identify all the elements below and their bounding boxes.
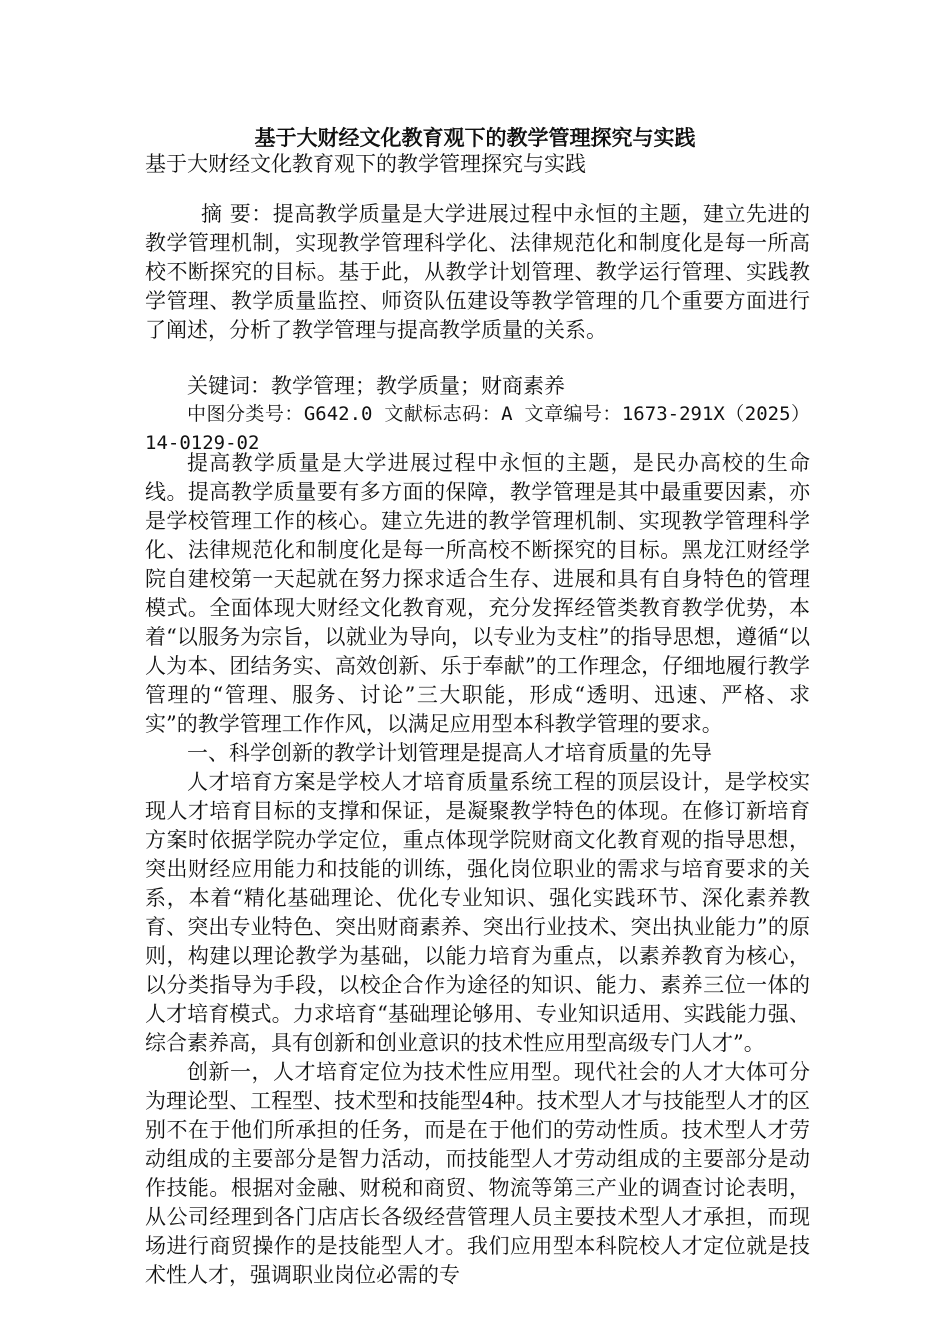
body-paragraph: 创新一，人才培育定位为技术性应用型。现代社会的人才大体可分为理论型、工程型、技术型和技能型4种。技术型人才与技能型人才的区别不在于他们所承担的任务，而是在于他们的劳动性质。技术型人才劳动组成的主要部分是智力活动，而技能型人才劳动组成的主要部分是动作技能。根据对金融、财税和商贸、物流等第三产业的调查讨论表明，从公司经理到各门店店长各级经营管理人员主要技术型人才承担，而现场进行商贸操作的是技能型人才。我们应用型本科院校人才定位就是技术性人才，强调职业岗位必需的专 [145, 1060, 810, 1287]
keywords-line: 关键词：教学管理；教学质量；财商素养 [187, 374, 565, 398]
document-subtitle: 基于大财经文化教育观下的教学管理探究与实践 [145, 152, 586, 176]
body-paragraph: 提高教学质量是大学进展过程中永恒的主题，是民办高校的生命线。提高教学质量要有多方面的保障，教学管理是其中最重要因素，亦是学校管理工作的核心。建立先进的教学管理机制、实现教学管理科学化、法律规范化和制度化是每一所高校不断探究的目标。黑龙江财经学院自建校第一天起就在努力探求适合生存、进展和具有自身特色的管理模式。全面体现大财经文化教育观，充分发挥经管类教育教学优势，本着“以服务为宗旨，以就业为导向，以专业为支柱”的指导思想，遵循“以人为本、团结务实、高效创新、乐于奉献”的工作理念，仔细地履行教学管理的“管理、服务、讨论”三大职能，形成“透明、迅速、严格、求实”的教学管理工作作风，以满足应用型本科教学管理的要求。 [145, 451, 810, 736]
body-text [145, 449, 810, 1290]
body-paragraph: 人才培育方案是学校人才培育质量系统工程的顶层设计，是学校实现人才培育目标的支撑和保证，是凝聚教学特色的体现。在修订新培育方案时依据学院办学定位，重点体现学院财商文化教育观的指导思想，突出财经应用能力和技能的训练，强化岗位职业的需求与培育要求的关系，本着“精化基础理论、优化专业知识、强化实践环节、深化素养教育、突出专业特色、突出财商素养、突出行业技术、突出执业能力”的原则，构建以理论教学为基础，以能力培育为重点，以素养教育为核心，以分类指导为手段，以校企合作为途径的知识、能力、素养三位一体的人才培育模式。力求培育“基础理论够用、专业知识适用、实践能力强、综合素养高，具有创新和创业意识的技术性应用型高级专门人才”。 [145, 770, 810, 1055]
classification-line: 中图分类号：G642.0 文献标志码：A 文章编号：1673-291X（2025）14-0129-02 [145, 403, 810, 454]
document-title: 基于大财经文化教育观下的教学管理探究与实践 [254, 125, 696, 150]
abstract-paragraph: 摘 要：提高教学质量是大学进展过程中永恒的主题，建立先进的教学管理机制，实现教学管理科学化、法律规范化和制度化是每一所高校不断探究的目标。基于此，从教学计划管理、教学运行管理、实践教学管理、教学质量监控、师资队伍建设等教学管理的几个重要方面进行了阐述，分析了教学管理与提高教学质量的关系。 [145, 202, 810, 342]
section-heading: 一、科学创新的教学计划管理是提高人才培育质量的先导 [187, 741, 712, 765]
